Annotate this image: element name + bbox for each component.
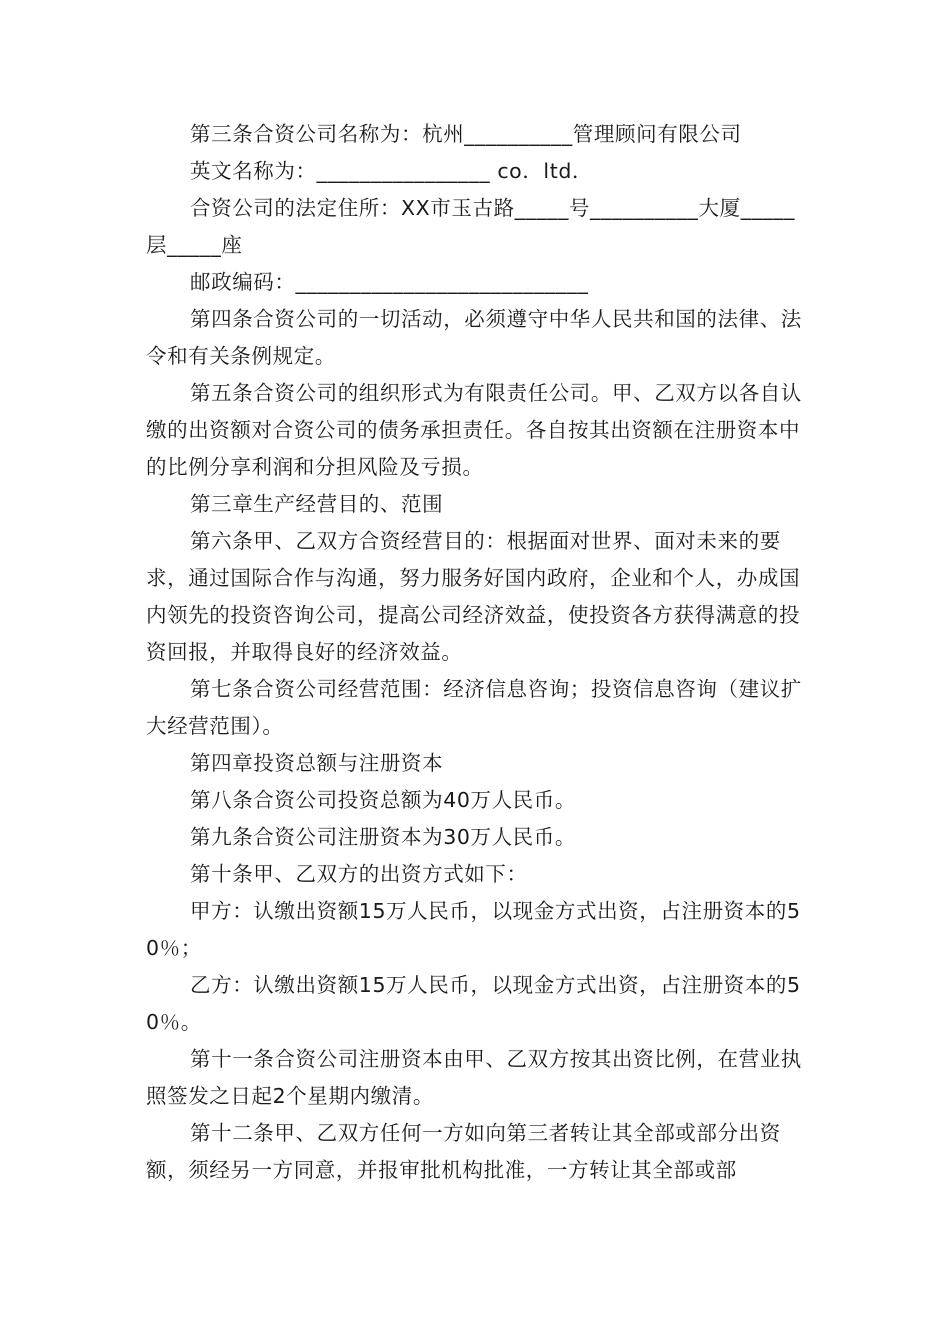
- chapter-4-heading: 第四章投资总额与注册资本: [190, 751, 444, 775]
- article-11: 第十一条合资公司注册资本由甲、乙双方按其出资比例，在营业执照签发之日起2个星期内缴清。: [146, 1047, 802, 1108]
- article-3-company-name: 第三条合资公司名称为：杭州__________管理顾问有限公司: [190, 122, 742, 146]
- article-4: 第四条合资公司的一切活动，必须遵守中华人民共和国的法律、法令和有关条例规定。: [146, 307, 802, 368]
- party-a-contribution: 甲方：认缴出资额15万人民币，以现金方式出资，占注册资本的50％；: [146, 899, 801, 960]
- article-12: 第十二条甲、乙双方任何一方如向第三者转让其全部或部分出资额，须经另一方同意，并报审批机构批准，一方转让其全部或部: [146, 1121, 781, 1182]
- article-8: 第八条合资公司投资总额为40万人民币。: [190, 788, 576, 812]
- postal-code-line: 邮政编码：___________________________: [190, 270, 589, 294]
- document-body: [146, 116, 814, 1189]
- party-b-contribution: 乙方：认缴出资额15万人民币，以现金方式出资，占注册资本的50％。: [146, 973, 801, 1034]
- article-10: 第十条甲、乙双方的出资方式如下：: [190, 862, 528, 886]
- legal-address-line: 合资公司的法定住所：XX市玉古路_____号__________大厦_____层_____座: [146, 196, 795, 257]
- chapter-3-heading: 第三章生产经营目的、范围: [190, 492, 444, 516]
- article-6: 第六条甲、乙双方合资经营目的：根据面对世界、面对未来的要求，通过国际合作与沟通，努力服务好国内政府，企业和个人，办成国内领先的投资咨询公司，提高公司经济效益，使投资各方获得满意的投资回报，并取得良好的经济效益。: [146, 529, 801, 664]
- article-7: 第七条合资公司经营范围：经济信息咨询；投资信息咨询（建议扩大经营范围）。: [146, 677, 802, 738]
- article-9: 第九条合资公司注册资本为30万人民币。: [190, 825, 576, 849]
- english-name-line: 英文名称为：________________ co．ltd．: [190, 159, 594, 183]
- article-5: 第五条合资公司的组织形式为有限责任公司。甲、乙双方以各自认缴的出资额对合资公司的债务承担责任。各自按其出资额在注册资本中的比例分享利润和分担风险及亏损。: [146, 381, 802, 479]
